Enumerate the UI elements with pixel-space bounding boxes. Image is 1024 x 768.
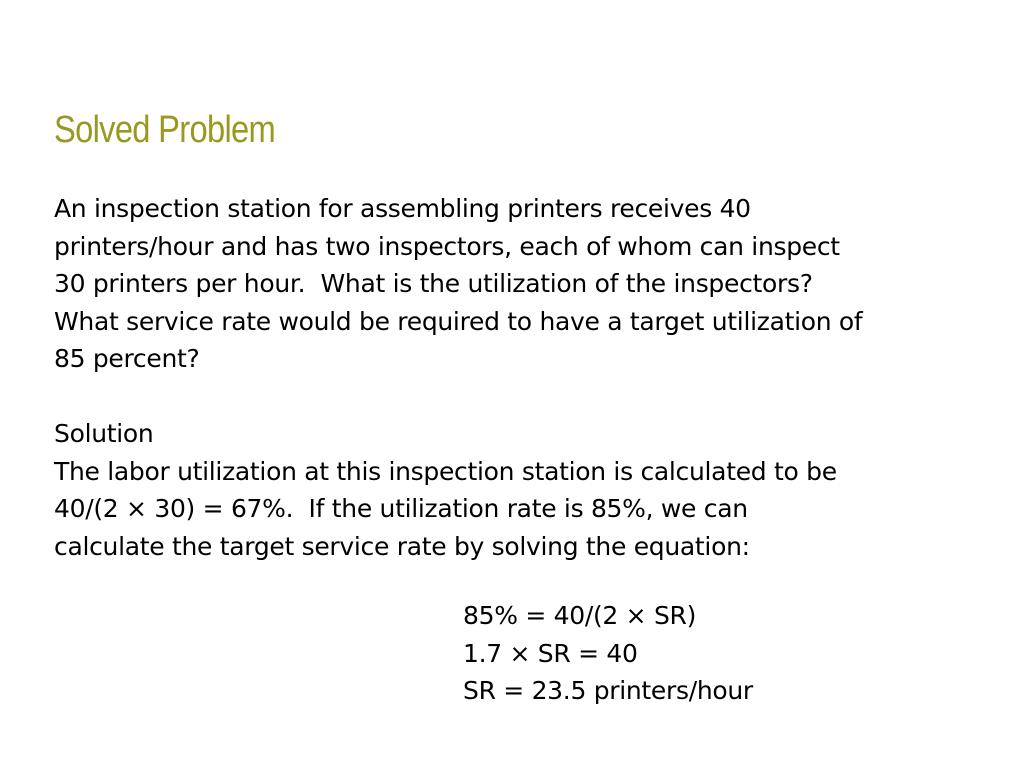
equation-line: 1.7 × SR = 40 (463, 638, 638, 668)
solution-section (54, 415, 994, 565)
equation-block (463, 597, 753, 710)
solution-line: The labor utilization at this inspection station is calculated to be (54, 456, 837, 486)
solution-line: calculate the target service rate by solving the equation: (54, 531, 750, 561)
equation-line: SR = 23.5 printers/hour (463, 676, 753, 705)
slide-title: Solved Problem (54, 109, 276, 151)
problem-line: An inspection station for assembling printers receives 40 (54, 194, 751, 223)
solution-heading: Solution (54, 419, 154, 448)
problem-line: 85 percent? (54, 344, 200, 373)
problem-line: 30 printers per hour. What is the utilization of the inspectors? (54, 269, 813, 298)
problem-line: What service rate would be required to have a target utilization of (54, 306, 863, 336)
problem-line: printers/hour and has two inspectors, each of whom can inspect (54, 231, 840, 261)
problem-statement (54, 190, 994, 378)
solution-line: 40/(2 × 30) = 67%. If the utilization rate is 85%, we can (54, 494, 748, 523)
equation-line: 85% = 40/(2 × SR) (463, 601, 697, 630)
